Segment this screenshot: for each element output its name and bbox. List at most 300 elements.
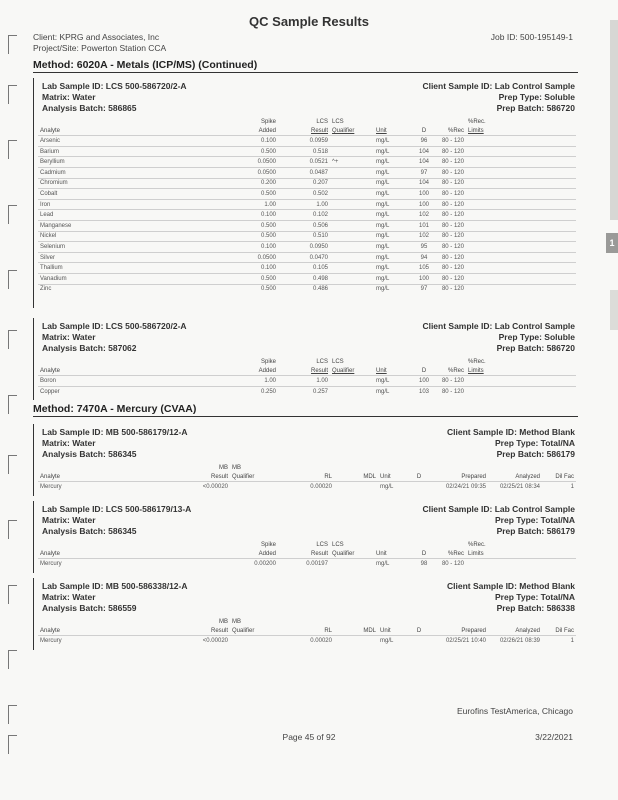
cell-lcs-result: 0.0950 [309,243,328,250]
cell-spike-added: 0.500 [260,222,276,229]
cell-analyte: Lead [40,212,54,219]
cell-unit: mg/L [376,233,390,240]
prep-type: Prep Type: Total/NA [495,515,575,525]
cell-analyte: Nickel [40,233,57,240]
col-analyte: Analyte [40,368,61,375]
lab-sample-id: Lab Sample ID: MB 500-586179/12-A [42,427,188,437]
cell-mb-result: <0.00020 [202,637,228,644]
results-table [38,539,576,569]
col-d: D [416,474,422,481]
cell-lcs-qualifier [330,273,374,284]
col-pct-rec: %Rec. [468,541,486,548]
cell-d: 103 [418,388,429,395]
cell-d: 104 [418,159,429,166]
col-dil-fac: Dil Fac [555,474,574,481]
cell-lcs-qualifier [330,559,374,569]
cell-d [408,482,430,492]
cell-limits [466,252,576,263]
edge-mark [8,455,17,474]
table-row [38,482,576,492]
cell-spike-added: 0.100 [260,212,276,219]
cell-spike-added: 0.500 [260,286,276,293]
cell-limits [466,273,576,284]
cell-d [408,636,430,646]
edge-mark [8,395,17,414]
cell-lcs-qualifier [330,220,374,231]
cell-lcs-result: 0.257 [312,388,328,395]
cell-limits [466,220,576,231]
analysis-batch: Analysis Batch: 586345 [42,449,137,459]
cell-lcs-qualifier [330,242,374,253]
prep-batch: Prep Batch: 586338 [496,603,575,613]
cell-analyte: Cobalt [40,190,58,197]
cell-analyte: Mercury [40,560,62,567]
edge-mark [8,140,17,159]
col-dil-fac: Dil Fac [555,628,574,635]
prep-batch: Prep Batch: 586179 [496,526,575,536]
cell-prepared: 02/24/21 09:35 [445,483,486,490]
cell-limits [466,559,576,569]
matrix: Matrix: Water [42,592,96,602]
col-prepared: Prepared [461,628,486,635]
col-result: Result [210,628,228,635]
cell-d: 96 [420,137,428,144]
results-table [38,116,576,294]
table-row [38,146,576,157]
col-unit: Unit [376,368,387,375]
cell-unit: mg/L [376,212,390,219]
matrix: Matrix: Water [42,515,96,525]
cell-lcs-result: 0.00197 [306,560,328,567]
cell-d: 100 [418,201,429,208]
cell-d: 104 [418,180,429,187]
cell-spike-added: 1.00 [264,201,276,208]
cell-pct-rec: 80 - 120 [441,560,464,567]
table-row [38,242,576,253]
client-sample-id: Client Sample ID: Lab Control Sample [422,81,575,91]
cell-analyte: Iron [40,201,51,208]
col-unit: Unit [380,474,391,481]
cell-spike-added: 1.00 [264,377,276,384]
cell-unit: mg/L [376,286,390,293]
cell-spike-added: 0.500 [260,190,276,197]
edge-mark [8,520,17,539]
col-qualifier: Qualifier [332,551,355,558]
col-pct-rec: %Rec. [468,358,486,365]
cell-spike-added: 0.0500 [257,159,276,166]
cell-lcs-qualifier [330,199,374,210]
cell-lcs-result: 0.105 [312,265,328,272]
table-row [38,376,576,387]
cell-analyte: Selenium [40,243,66,250]
col-rec: %Rec [447,128,464,135]
cell-analyte: Arsenic [40,137,61,144]
lab-sample-id: Lab Sample ID: LCS 500-586720/2-A [42,81,187,91]
cell-unit: mg/L [376,201,390,208]
col-mb: MB [219,618,228,625]
prep-type: Prep Type: Soluble [498,332,575,342]
cell-unit: mg/L [380,637,394,644]
col-lcs: LCS [332,118,344,125]
col-d: D [421,128,427,135]
table-row [38,210,576,221]
col-analyte: Analyte [40,628,61,635]
col-mb: MB [232,618,241,625]
analysis-batch: Analysis Batch: 587062 [42,343,137,353]
table-row [38,157,576,168]
cell-lcs-qualifier [330,146,374,157]
table-row [38,199,576,210]
col-qualifier: Qualifier [232,474,255,481]
cell-lcs-qualifier [330,252,374,263]
analysis-batch: Analysis Batch: 586865 [42,103,137,113]
table-row [38,167,576,178]
cell-limits [466,376,576,387]
cell-spike-added: 0.500 [260,275,276,282]
cell-d: 98 [420,560,428,567]
cell-analyte: Chromium [40,180,68,187]
table-row [38,386,576,396]
method-heading-6020a: Method: 6020A - Metals (ICP/MS) (Continued) [33,59,578,73]
col-limits: Limits [468,128,484,135]
cell-limits [466,386,576,396]
cell-unit: mg/L [376,148,390,155]
col-result: Result [310,551,328,558]
cell-lcs-result: 0.0521 [309,159,328,166]
cell-lcs-result: 0.0959 [309,137,328,144]
cell-prepared: 02/25/21 10:40 [445,637,486,644]
cell-pct-rec: 80 - 120 [441,388,464,395]
cell-limits [466,210,576,221]
cell-analyte: Vanadium [40,275,67,282]
col-unit: Unit [376,551,387,558]
col-mdl: MDL [363,474,376,481]
cell-d: 102 [418,233,429,240]
col-added: Added [258,368,276,375]
cell-analyte: Mercury [40,483,62,490]
cell-pct-rec: 80 - 120 [441,254,464,261]
cell-spike-added: 0.100 [260,137,276,144]
cell-lcs-result: 0.0487 [309,169,328,176]
cell-lcs-result: 0.102 [312,212,328,219]
cell-unit: mg/L [376,265,390,272]
cell-analyte: Beryllium [40,159,65,166]
cell-lcs-result: 0.502 [312,190,328,197]
client-sample-id: Client Sample ID: Lab Control Sample [422,321,575,331]
cell-lcs-result: 0.498 [312,275,328,282]
cell-lcs-qualifier [330,167,374,178]
edge-mark [8,85,17,104]
cell-d: 97 [420,169,428,176]
cell-lcs-qualifier [330,136,374,147]
cell-rl: 0.00020 [310,483,332,490]
client-sample-id: Client Sample ID: Lab Control Sample [422,504,575,514]
col-prepared: Prepared [461,474,486,481]
table-row [38,263,576,274]
cell-limits [466,242,576,253]
cell-pct-rec: 80 - 120 [441,159,464,166]
matrix: Matrix: Water [42,92,96,102]
table-row [38,220,576,231]
cell-spike-added: 0.0500 [257,254,276,261]
prep-type: Prep Type: Total/NA [495,438,575,448]
cell-analyte: Silver [40,254,56,261]
col-unit: Unit [376,128,387,135]
cell-lcs-qualifier [330,386,374,396]
cell-unit: mg/L [376,560,390,567]
cell-pct-rec: 80 - 120 [441,169,464,176]
cell-lcs-qualifier [330,189,374,200]
col-qualifier: Qualifier [332,128,355,135]
cell-analyte: Manganese [40,222,72,229]
col-mb: MB [219,464,228,471]
cell-mdl [334,636,378,646]
cell-pct-rec: 80 - 120 [441,190,464,197]
lab-name: Eurofins TestAmerica, Chicago [456,706,573,716]
cell-analyzed: 02/26/21 08:39 [499,637,540,644]
cell-unit: mg/L [376,275,390,282]
section-tab[interactable]: 1 [606,233,618,253]
col-result: Result [310,128,328,135]
matrix: Matrix: Water [42,332,96,342]
cell-lcs-qualifier [330,210,374,221]
cell-lcs-result: 0.207 [312,180,328,187]
col-analyte: Analyte [40,474,61,481]
cell-limits [466,146,576,157]
edge-mark [8,705,17,724]
cell-spike-added: 0.250 [260,388,276,395]
report-date: 3/22/2021 [535,732,573,742]
col-added: Added [258,551,276,558]
qc-block-mb-586179 [33,424,579,496]
col-lcs: LCS [316,541,328,548]
col-d: D [421,368,427,375]
cell-lcs-qualifier [330,231,374,242]
cell-pct-rec: 80 - 120 [441,265,464,272]
cell-d: 101 [418,222,429,229]
cell-unit: mg/L [376,243,390,250]
col-analyzed: Analyzed [515,474,540,481]
col-result: Result [310,368,328,375]
section-index-strip [610,20,618,220]
cell-unit: mg/L [376,137,390,144]
edge-mark [8,205,17,224]
col-spike: Spike [260,118,276,125]
col-rec: %Rec [447,368,464,375]
cell-spike-added: 0.100 [260,265,276,272]
cell-d: 104 [418,148,429,155]
cell-d: 105 [418,265,429,272]
cell-pct-rec: 80 - 120 [441,201,464,208]
cell-pct-rec: 80 - 120 [441,286,464,293]
cell-spike-added: 0.0500 [257,169,276,176]
cell-spike-added: 0.200 [260,180,276,187]
cell-lcs-qualifier: ^+ [332,159,339,166]
col-result: Result [210,474,228,481]
col-lcs: LCS [316,358,328,365]
table-row [38,273,576,284]
cell-lcs-qualifier [330,178,374,189]
col-spike: Spike [260,541,276,548]
page-number: Page 45 of 92 [282,732,336,742]
results-table [38,462,576,492]
cell-limits [466,136,576,147]
col-limits: Limits [468,368,484,375]
cell-analyte: Copper [40,388,60,395]
col-qualifier: Qualifier [332,368,355,375]
cell-analyzed: 02/25/21 08:34 [499,483,540,490]
cell-d: 100 [418,190,429,197]
cell-lcs-result: 0.0470 [309,254,328,261]
cell-analyte: Barium [40,148,60,155]
lab-sample-id: Lab Sample ID: LCS 500-586720/2-A [42,321,187,331]
cell-pct-rec: 80 - 120 [441,222,464,229]
analysis-batch: Analysis Batch: 586559 [42,603,137,613]
qc-block-lcs-586179 [33,501,579,573]
cell-mdl [334,482,378,492]
col-pct-rec: %Rec. [468,118,486,125]
results-table [38,616,576,646]
col-mdl: MDL [363,628,376,635]
cell-limits [466,263,576,274]
cell-unit: mg/L [376,254,390,261]
col-rl: RL [324,628,332,635]
section-index-strip [610,290,618,330]
cell-analyte: Cadmium [40,169,66,176]
qc-block-mb-586338 [33,578,579,650]
edge-mark [8,330,17,349]
prep-batch: Prep Batch: 586179 [496,449,575,459]
col-added: Added [258,128,276,135]
col-d: D [421,551,427,558]
cell-d: 100 [418,275,429,282]
cell-mb-result: <0.00020 [202,483,228,490]
project-site: Project/Site: Powerton Station CCA [33,43,167,53]
table-row [38,284,576,294]
cell-lcs-result: 1.00 [316,201,328,208]
cell-limits [466,284,576,294]
cell-d: 97 [420,286,428,293]
cell-unit: mg/L [376,377,390,384]
cell-unit: mg/L [376,180,390,187]
cell-limits [466,199,576,210]
cell-dil-fac: 1 [570,483,574,490]
cell-dil-fac: 1 [570,637,574,644]
cell-mb-qualifier [230,636,274,646]
col-limits: Limits [468,551,484,558]
cell-pct-rec: 80 - 120 [441,377,464,384]
cell-limits [466,231,576,242]
cell-pct-rec: 80 - 120 [441,148,464,155]
edge-mark [8,585,17,604]
cell-limits [466,189,576,200]
cell-analyte: Boron [40,377,57,384]
cell-unit: mg/L [376,169,390,176]
cell-pct-rec: 80 - 120 [441,243,464,250]
col-lcs: LCS [332,358,344,365]
table-row [38,252,576,263]
job-id: Job ID: 500-195149-1 [490,32,573,42]
table-row [38,231,576,242]
page-title: QC Sample Results [249,14,369,29]
cell-unit: mg/L [376,388,390,395]
cell-d: 95 [420,243,428,250]
client-name: Client: KPRG and Associates, Inc [33,32,160,42]
client-sample-id: Client Sample ID: Method Blank [447,581,575,591]
cell-analyte: Mercury [40,637,62,644]
col-d: D [416,628,422,635]
edge-mark [8,35,17,54]
matrix: Matrix: Water [42,438,96,448]
analysis-batch: Analysis Batch: 586345 [42,526,137,536]
col-lcs: LCS [316,118,328,125]
cell-spike-added: 0.500 [260,148,276,155]
cell-spike-added: 0.00200 [254,560,276,567]
qc-block-lcs-586720-a [33,78,579,308]
edge-mark [8,650,17,669]
cell-unit: mg/L [380,483,394,490]
cell-pct-rec: 80 - 120 [441,212,464,219]
cell-lcs-result: 0.506 [312,222,328,229]
edge-mark [8,270,17,289]
cell-lcs-result: 0.486 [312,286,328,293]
cell-pct-rec: 80 - 120 [441,275,464,282]
table-row [38,178,576,189]
prep-type: Prep Type: Total/NA [495,592,575,602]
cell-unit: mg/L [376,222,390,229]
col-spike: Spike [260,358,276,365]
cell-pct-rec: 80 - 120 [441,233,464,240]
lab-sample-id: Lab Sample ID: LCS 500-586179/13-A [42,504,192,514]
cell-d: 100 [418,377,429,384]
table-row [38,189,576,200]
cell-rl: 0.00020 [310,637,332,644]
cell-spike-added: 0.100 [260,243,276,250]
method-heading-7470a: Method: 7470A - Mercury (CVAA) [33,403,578,417]
col-mb: MB [232,464,241,471]
cell-mb-qualifier [230,482,274,492]
cell-lcs-result: 0.510 [312,233,328,240]
cell-spike-added: 0.500 [260,233,276,240]
cell-pct-rec: 80 - 120 [441,137,464,144]
cell-limits [466,178,576,189]
cell-d: 102 [418,212,429,219]
cell-analyte: Zinc [40,286,52,293]
cell-lcs-qualifier [330,376,374,387]
col-analyte: Analyte [40,128,61,135]
cell-pct-rec: 80 - 120 [441,180,464,187]
col-unit: Unit [380,628,391,635]
results-table [38,356,576,396]
col-rec: %Rec [447,551,464,558]
prep-type: Prep Type: Soluble [498,92,575,102]
cell-analyte: Thallium [40,265,63,272]
qc-block-lcs-586720-b [33,318,579,400]
prep-batch: Prep Batch: 586720 [496,103,575,113]
cell-lcs-result: 1.00 [316,377,328,384]
col-lcs: LCS [332,541,344,548]
table-row [38,636,576,646]
lab-sample-id: Lab Sample ID: MB 500-586338/12-A [42,581,188,591]
table-row [38,559,576,569]
col-rl: RL [324,474,332,481]
cell-lcs-result: 0.518 [312,148,328,155]
table-row [38,136,576,147]
cell-limits [466,157,576,168]
prep-batch: Prep Batch: 586720 [496,343,575,353]
col-analyte: Analyte [40,551,61,558]
col-analyzed: Analyzed [515,628,540,635]
